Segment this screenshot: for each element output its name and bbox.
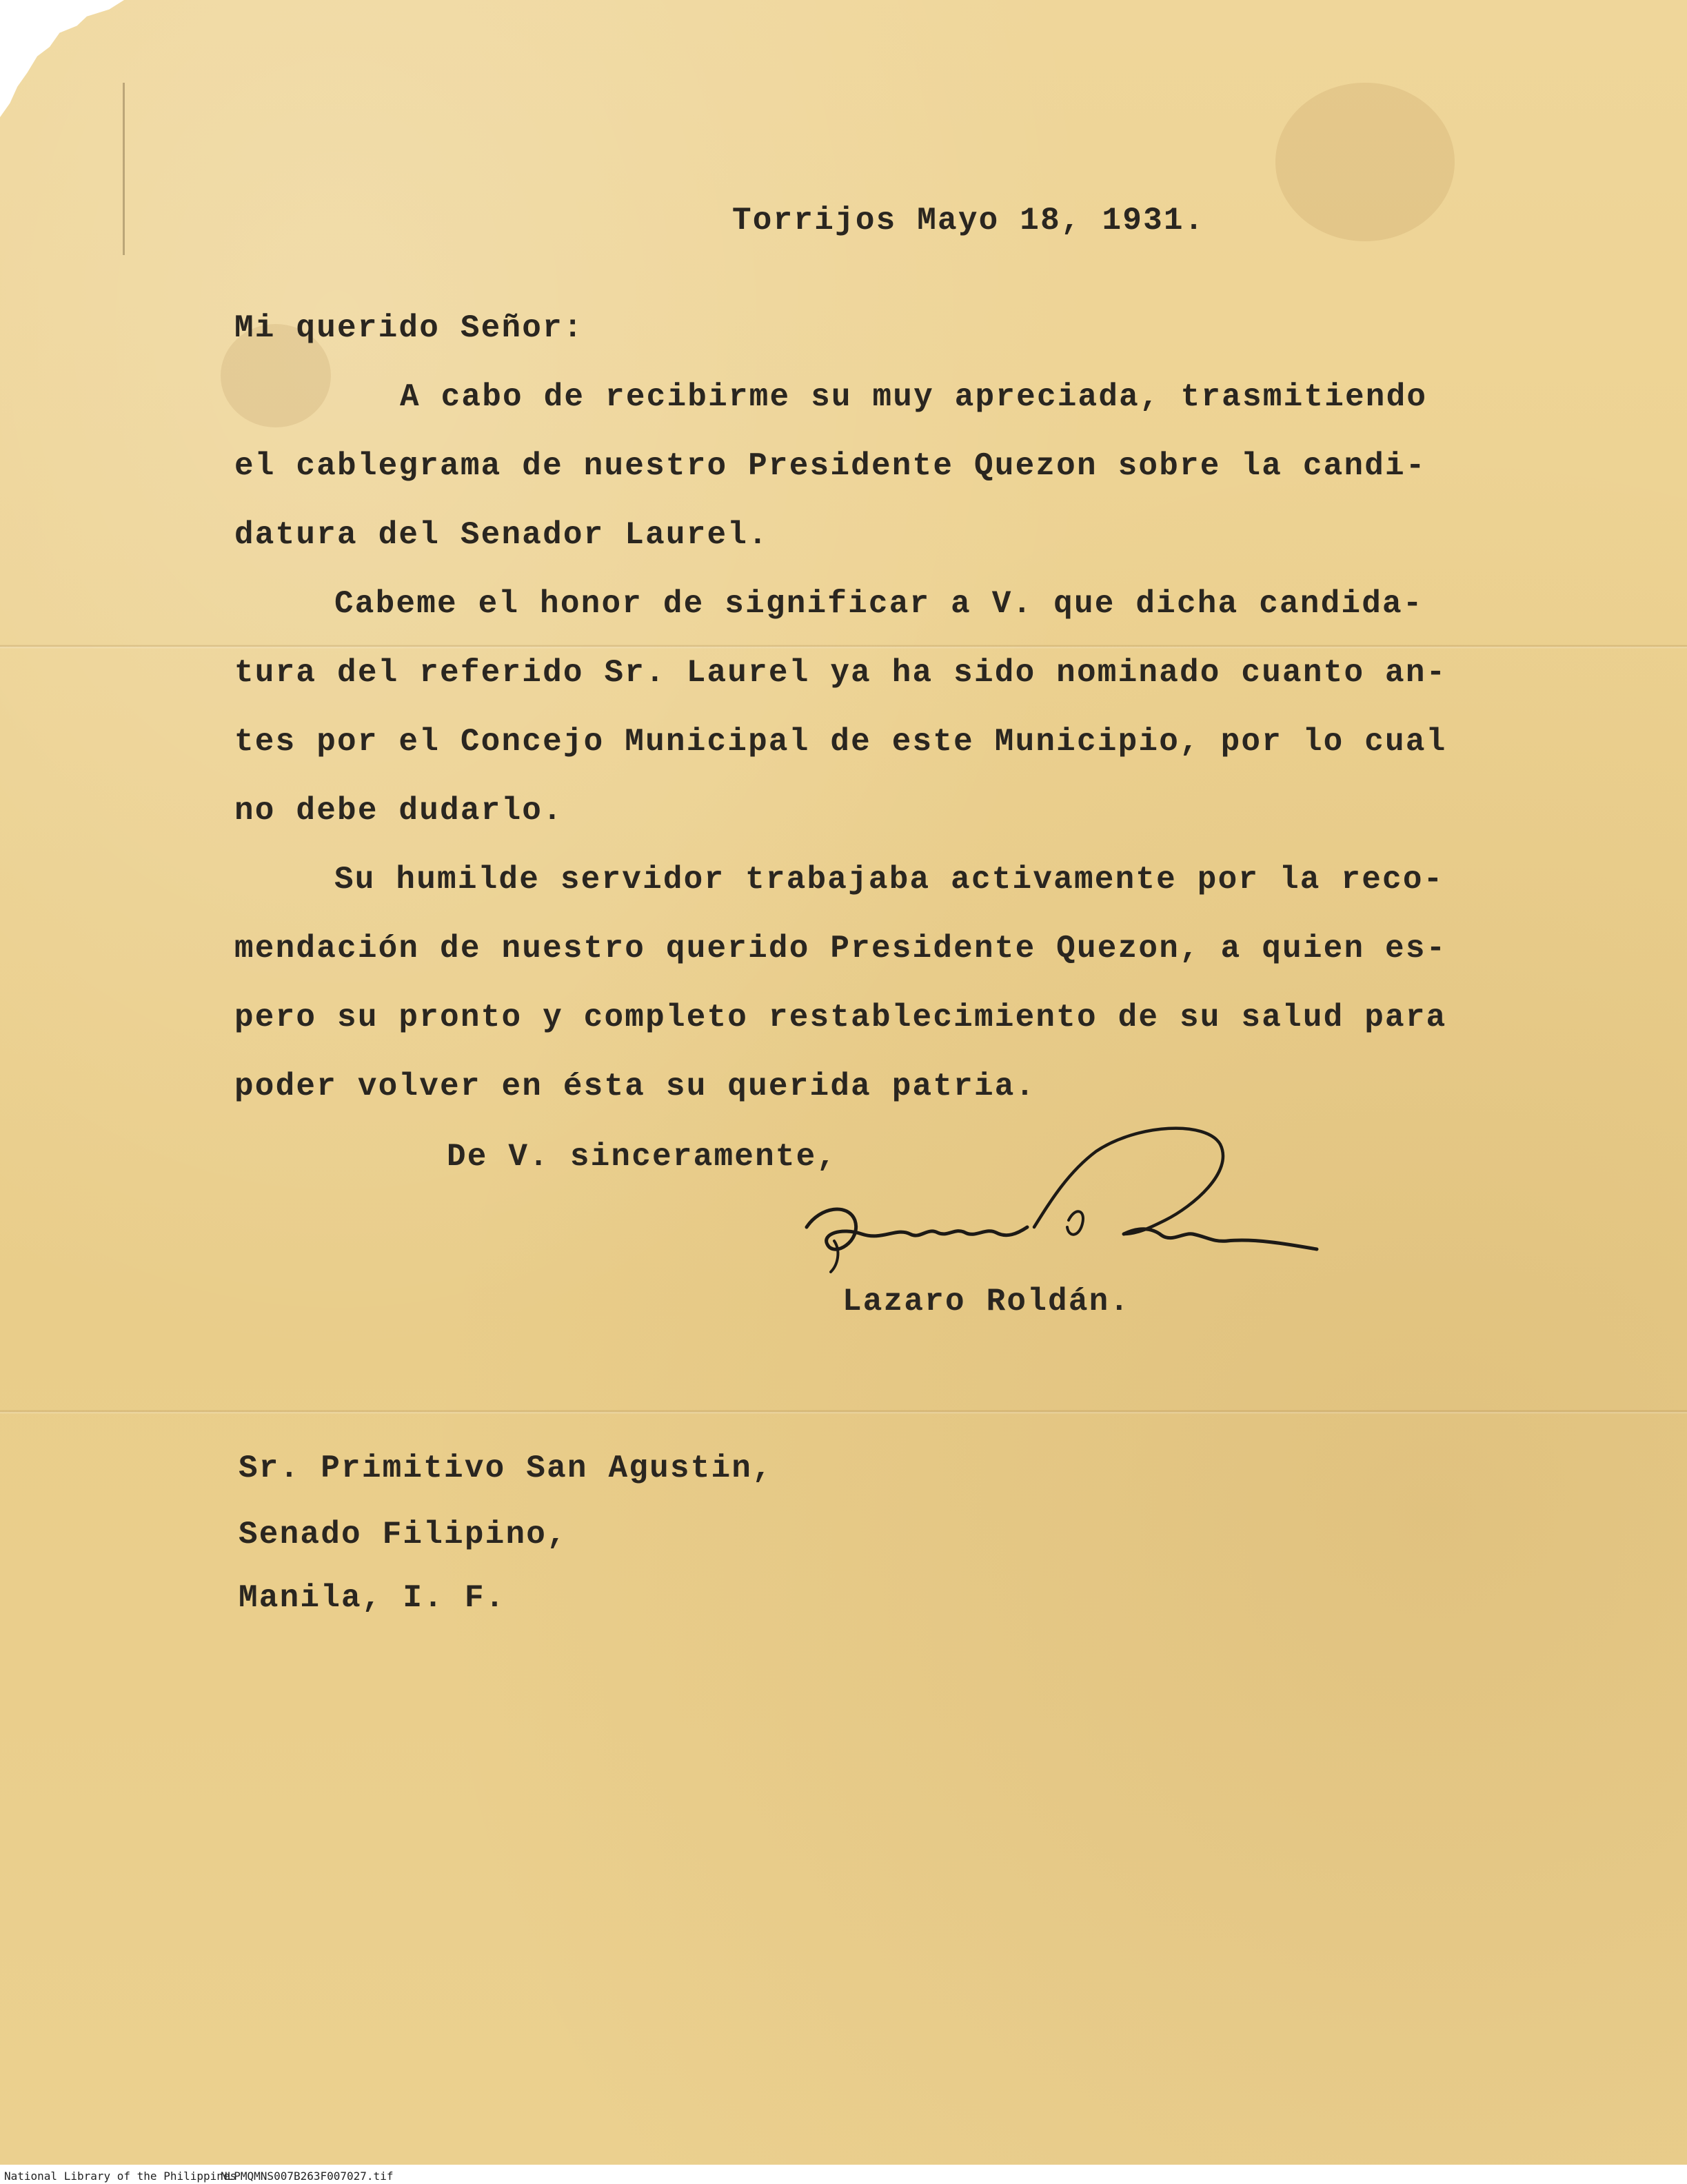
paragraph-2-line: tura del referido Sr. Laurel ya ha sido nominado cuanto an- — [234, 655, 1447, 691]
recipient-line: Senado Filipino, — [239, 1517, 567, 1553]
paragraph-1-line: A cabo de recibirme su muy apreciada, trasmitiendo — [400, 379, 1428, 415]
paragraph-3-line: pero su pronto y completo restablecimiento de su salud para — [234, 1000, 1447, 1035]
recipient-line: Manila, I. F. — [239, 1580, 506, 1616]
paragraph-2-line: no debe dudarlo. — [234, 793, 563, 829]
torn-corner — [0, 0, 124, 117]
paper-stain — [1275, 83, 1455, 241]
recipient-line: Sr. Primitivo San Agustin, — [239, 1450, 773, 1486]
closing: De V. sinceramente, — [447, 1139, 838, 1175]
footer-institution: National Library of the Philippines — [4, 2170, 237, 2183]
fold-line — [0, 1410, 1687, 1414]
fold-line — [0, 645, 1687, 649]
footer-filename: NLPMQMNS007B263F007027.tif — [221, 2170, 394, 2183]
paper-crease — [123, 83, 125, 255]
signer-name: Lazaro Roldán. — [842, 1284, 1131, 1320]
salutation: Mi querido Señor: — [234, 310, 584, 346]
paragraph-3-line: poder volver en ésta su querida patria. — [234, 1069, 1036, 1104]
paragraph-2-line: Cabeme el honor de significar a V. que dicha candida- — [334, 586, 1424, 622]
handwritten-signature — [779, 1124, 1331, 1289]
paragraph-3-line: mendación de nuestro querido Presidente Quezon, a quien es- — [234, 931, 1447, 967]
paragraph-3-line: Su humilde servidor trabajaba activamente por la reco- — [334, 862, 1444, 898]
paragraph-1-line: el cablegrama de nuestro Presidente Quezon sobre la candi- — [234, 448, 1426, 484]
paragraph-2-line: tes por el Concejo Municipal de este Municipio, por lo cual — [234, 724, 1447, 760]
letter-date: Torrijos Mayo 18, 1931. — [732, 203, 1205, 239]
paragraph-1-line: datura del Senador Laurel. — [234, 517, 769, 553]
